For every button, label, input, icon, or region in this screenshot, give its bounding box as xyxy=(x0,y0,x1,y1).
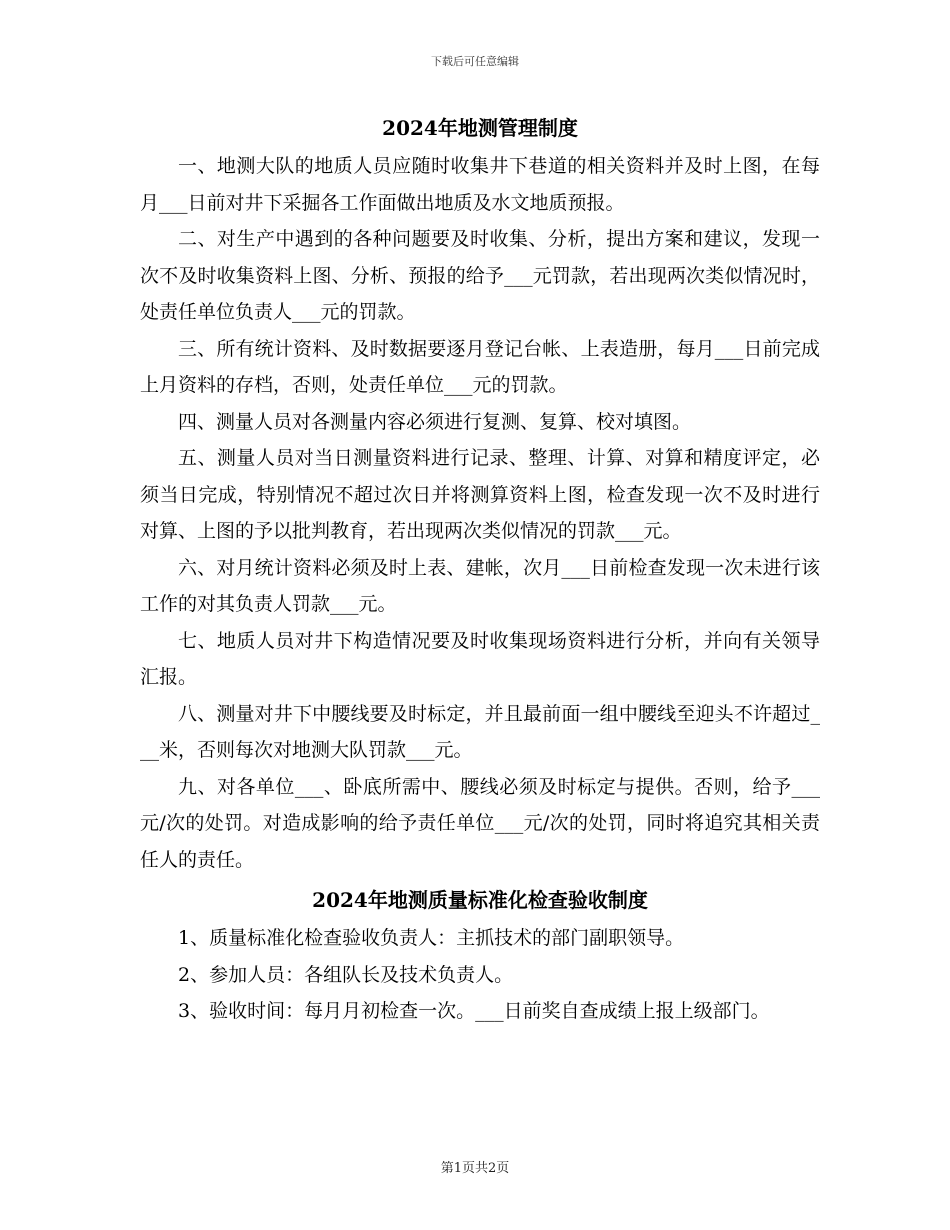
paragraph-6: 六、对月统计资料必须及时上表、建帐，次月___日前检查发现一次未进行该工作的对其负责人罚款___元。 xyxy=(140,556,820,615)
paragraph-8: 八、测量对井下中腰线要及时标定，并且最前面一组中腰线至迎头不许超过___米，否则每次对地测大队罚款___元。 xyxy=(140,702,820,761)
paragraph-3: 三、所有统计资料、及时数据要逐月登记台帐、上表造册，每月___日前完成上月资料的存档，否则，处责任单位___元的罚款。 xyxy=(140,337,820,396)
paragraph-11: 2、参加人员：各组队长及技术负责人。 xyxy=(178,963,514,986)
paragraph-7: 七、地质人员对井下构造情况要及时收集现场资料进行分析，并向有关领导汇报。 xyxy=(140,629,820,688)
document-title-1: 2024年地测管理制度 xyxy=(382,116,578,140)
page-number: 第1页共2页 xyxy=(440,1161,510,1176)
paragraph-2: 二、对生产中遇到的各种问题要及时收集、分析，提出方案和建议，发现一次不及时收集资料上图、分析、预报的给予___元罚款，若出现两次类似情况时，处责任单位负责人___元的罚款。 xyxy=(140,228,820,323)
document-body xyxy=(140,112,820,1030)
document-title-2: 2024年地测质量标准化检查验收制度 xyxy=(312,888,648,912)
paragraph-1: 一、地测大队的地质人员应随时收集井下巷道的相关资料并及时上图，在每月___日前对井下采掘各工作面做出地质及水文地质预报。 xyxy=(140,155,820,214)
paragraph-5: 五、测量人员对当日测量资料进行记录、整理、计算、对算和精度评定，必须当日完成，特别情况不超过次日并将测算资料上图，检查发现一次不及时进行对算、上图的予以批判教育，若出现两次类似情况的罚款___元。 xyxy=(140,447,820,542)
paragraph-9: 九、对各单位___、卧底所需中、腰线必须及时标定与提供。否则，给予___元/次的处罚。对造成影响的给予责任单位___元/次的处罚，同时将追究其相关责任人的责任。 xyxy=(140,775,820,871)
header-note: 下载后可任意编辑 xyxy=(431,55,519,68)
paragraph-12: 3、验收时间：每月月初检查一次。___日前奖自查成绩上报上级部门。 xyxy=(178,1000,770,1022)
paragraph-10: 1、质量标准化检查验收负责人：主抓技术的部门副职领导。 xyxy=(178,927,685,949)
paragraph-4: 四、测量人员对各测量内容必须进行复测、复算、校对填图。 xyxy=(178,410,692,433)
